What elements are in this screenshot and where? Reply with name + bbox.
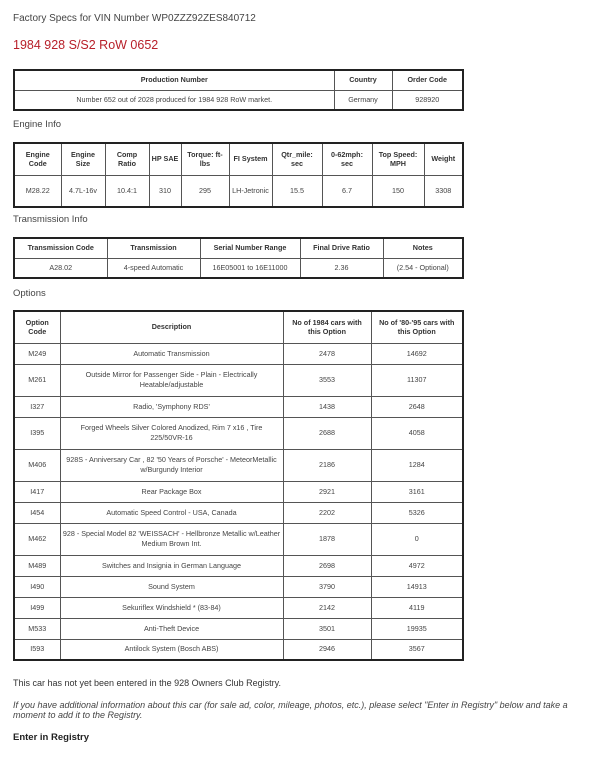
option-count-1984-cell: 2946: [283, 639, 371, 660]
option-count-1984-cell: 3501: [283, 618, 371, 639]
option-count-all-cell: 4119: [371, 597, 463, 618]
option-count-all-cell: 3567: [371, 639, 463, 660]
options-table: [13, 310, 464, 661]
option-count-1984-cell: 2186: [283, 449, 371, 481]
table-row: [14, 597, 463, 618]
engine-value-cell: 6.7: [322, 175, 372, 207]
engine-value-cell: 10.4:1: [105, 175, 149, 207]
country-cell: Germany: [334, 90, 392, 110]
engine-value-cell: 4.7L-16v: [61, 175, 105, 207]
transmission-header-cell: Serial Number Range: [200, 238, 300, 258]
option-description-cell: 928 - Special Model 82 'WEISSACH' - Hellbronze Metallic w/Leather Medium Brown Int.: [60, 523, 283, 555]
engine-table: [13, 142, 464, 208]
table-row: [14, 618, 463, 639]
country-header: Country: [334, 70, 392, 90]
option-code-cell: I395: [14, 417, 60, 449]
transmission-header-cell: Transmission Code: [14, 238, 107, 258]
page-title: 1984 928 S/S2 RoW 0652: [13, 38, 159, 52]
table-row: [14, 639, 463, 660]
option-code-cell: I593: [14, 639, 60, 660]
enter-in-registry-link[interactable]: Enter in Registry: [13, 732, 90, 743]
option-code-cell: I327: [14, 396, 60, 417]
option-code-cell: I454: [14, 502, 60, 523]
engine-value-cell: 15.5: [272, 175, 322, 207]
transmission-header-cell: Transmission: [107, 238, 200, 258]
option-description-cell: Sound System: [60, 576, 283, 597]
transmission-header-cell: Final Drive Ratio: [300, 238, 383, 258]
option-description-cell: Automatic Transmission: [60, 343, 283, 364]
option-description-cell: Sekuriflex Windshield * (83-84): [60, 597, 283, 618]
option-code-cell: M533: [14, 618, 60, 639]
option-count-1984-cell: 2921: [283, 481, 371, 502]
option-count-all-cell: 14692: [371, 343, 463, 364]
page-header: Factory Specs for VIN Number WP0ZZZ92ZES840712: [13, 13, 256, 24]
table-row: [14, 555, 463, 576]
option-description-cell: Radio, 'Symphony RDS': [60, 396, 283, 417]
option-count-1984-cell: 3553: [283, 364, 371, 396]
option-count-all-cell: 19935: [371, 618, 463, 639]
option-count-1984-cell: 2688: [283, 417, 371, 449]
option-count-all-cell: 0: [371, 523, 463, 555]
engine-header-cell: Top Speed: MPH: [372, 143, 424, 175]
options-section-title: Options: [13, 288, 46, 299]
option-count-1984-cell: 1878: [283, 523, 371, 555]
engine-header-cell: Qtr_mile: sec: [272, 143, 322, 175]
engine-value-cell: 3308: [424, 175, 463, 207]
table-row: [14, 449, 463, 481]
engine-header-cell: Weight: [424, 143, 463, 175]
option-count-1984-cell: 2202: [283, 502, 371, 523]
engine-header-cell: Engine Code: [14, 143, 61, 175]
engine-value-cell: M28.22: [14, 175, 61, 207]
engine-section-title: Engine Info: [13, 119, 62, 130]
engine-value-cell: 310: [149, 175, 181, 207]
production-number-cell: Number 652 out of 2028 produced for 1984 928 RoW market.: [14, 90, 334, 110]
engine-header-cell: Torque: ft-lbs: [181, 143, 229, 175]
production-number-header: Production Number: [14, 70, 334, 90]
option-code-cell: M249: [14, 343, 60, 364]
option-description-cell: Switches and Insignia in German Language: [60, 555, 283, 576]
engine-header-cell: Comp Ratio: [105, 143, 149, 175]
option-count-all-cell: 14913: [371, 576, 463, 597]
transmission-value-cell: A28.02: [14, 258, 107, 278]
options-header-cell: No of 1984 cars with this Option: [283, 311, 371, 343]
option-count-all-cell: 4058: [371, 417, 463, 449]
option-count-all-cell: 11307: [371, 364, 463, 396]
registry-note: This car has not yet been entered in the 928 Owners Club Registry.: [13, 678, 281, 688]
option-count-all-cell: 4972: [371, 555, 463, 576]
option-description-cell: Antilock System (Bosch ABS): [60, 639, 283, 660]
table-row: [14, 417, 463, 449]
option-count-1984-cell: 2698: [283, 555, 371, 576]
transmission-value-cell: 2.36: [300, 258, 383, 278]
option-code-cell: I417: [14, 481, 60, 502]
transmission-value-cell: 16E05001 to 16E11000: [200, 258, 300, 278]
options-header-cell: No of '80-'95 cars with this Option: [371, 311, 463, 343]
option-code-cell: I499: [14, 597, 60, 618]
option-code-cell: M462: [14, 523, 60, 555]
registry-info: If you have additional information about this car (for sale ad, color, mileage, photos, etc.), please select "Enter in Registry" below and take a moment to add it to the Registry.: [13, 700, 568, 721]
engine-value-cell: 150: [372, 175, 424, 207]
option-count-all-cell: 2648: [371, 396, 463, 417]
option-description-cell: Forged Wheels Silver Colored Anodized, Rim 7 x16 , Tire 225/50VR-16: [60, 417, 283, 449]
option-count-all-cell: 1284: [371, 449, 463, 481]
production-table: [13, 69, 464, 111]
table-row: [14, 576, 463, 597]
option-count-1984-cell: 2142: [283, 597, 371, 618]
option-description-cell: Rear Package Box: [60, 481, 283, 502]
table-row: [14, 481, 463, 502]
engine-header-cell: HP SAE: [149, 143, 181, 175]
transmission-value-cell: (2.54 - Optional): [383, 258, 463, 278]
transmission-value-cell: 4-speed Automatic: [107, 258, 200, 278]
option-count-all-cell: 3161: [371, 481, 463, 502]
option-code-cell: M489: [14, 555, 60, 576]
option-count-1984-cell: 1438: [283, 396, 371, 417]
order-code-header: Order Code: [392, 70, 463, 90]
engine-header-cell: Engine Size: [61, 143, 105, 175]
transmission-section-title: Transmission Info: [13, 214, 88, 225]
table-row: [14, 502, 463, 523]
option-description-cell: Automatic Speed Control - USA, Canada: [60, 502, 283, 523]
option-code-cell: M261: [14, 364, 60, 396]
option-count-1984-cell: 3790: [283, 576, 371, 597]
options-header-cell: Description: [60, 311, 283, 343]
options-header-cell: Option Code: [14, 311, 60, 343]
table-row: [14, 343, 463, 364]
option-description-cell: Anti-Theft Device: [60, 618, 283, 639]
table-row: [14, 364, 463, 396]
option-count-all-cell: 5326: [371, 502, 463, 523]
option-code-cell: M406: [14, 449, 60, 481]
transmission-table: [13, 237, 464, 279]
table-row: [14, 396, 463, 417]
engine-value-cell: 295: [181, 175, 229, 207]
engine-header-cell: 0-62mph: sec: [322, 143, 372, 175]
option-description-cell: 928S - Anniversary Car , 82 '50 Years of Porsche' - MeteorMetallic w/Burgundy Interior: [60, 449, 283, 481]
option-description-cell: Outside Mirror for Passenger Side - Plain - Electrically Heatable/adjustable: [60, 364, 283, 396]
option-count-1984-cell: 2478: [283, 343, 371, 364]
order-code-cell: 928920: [392, 90, 463, 110]
table-row: [14, 523, 463, 555]
engine-header-cell: FI System: [229, 143, 272, 175]
option-code-cell: I490: [14, 576, 60, 597]
transmission-header-cell: Notes: [383, 238, 463, 258]
engine-value-cell: LH-Jetronic: [229, 175, 272, 207]
